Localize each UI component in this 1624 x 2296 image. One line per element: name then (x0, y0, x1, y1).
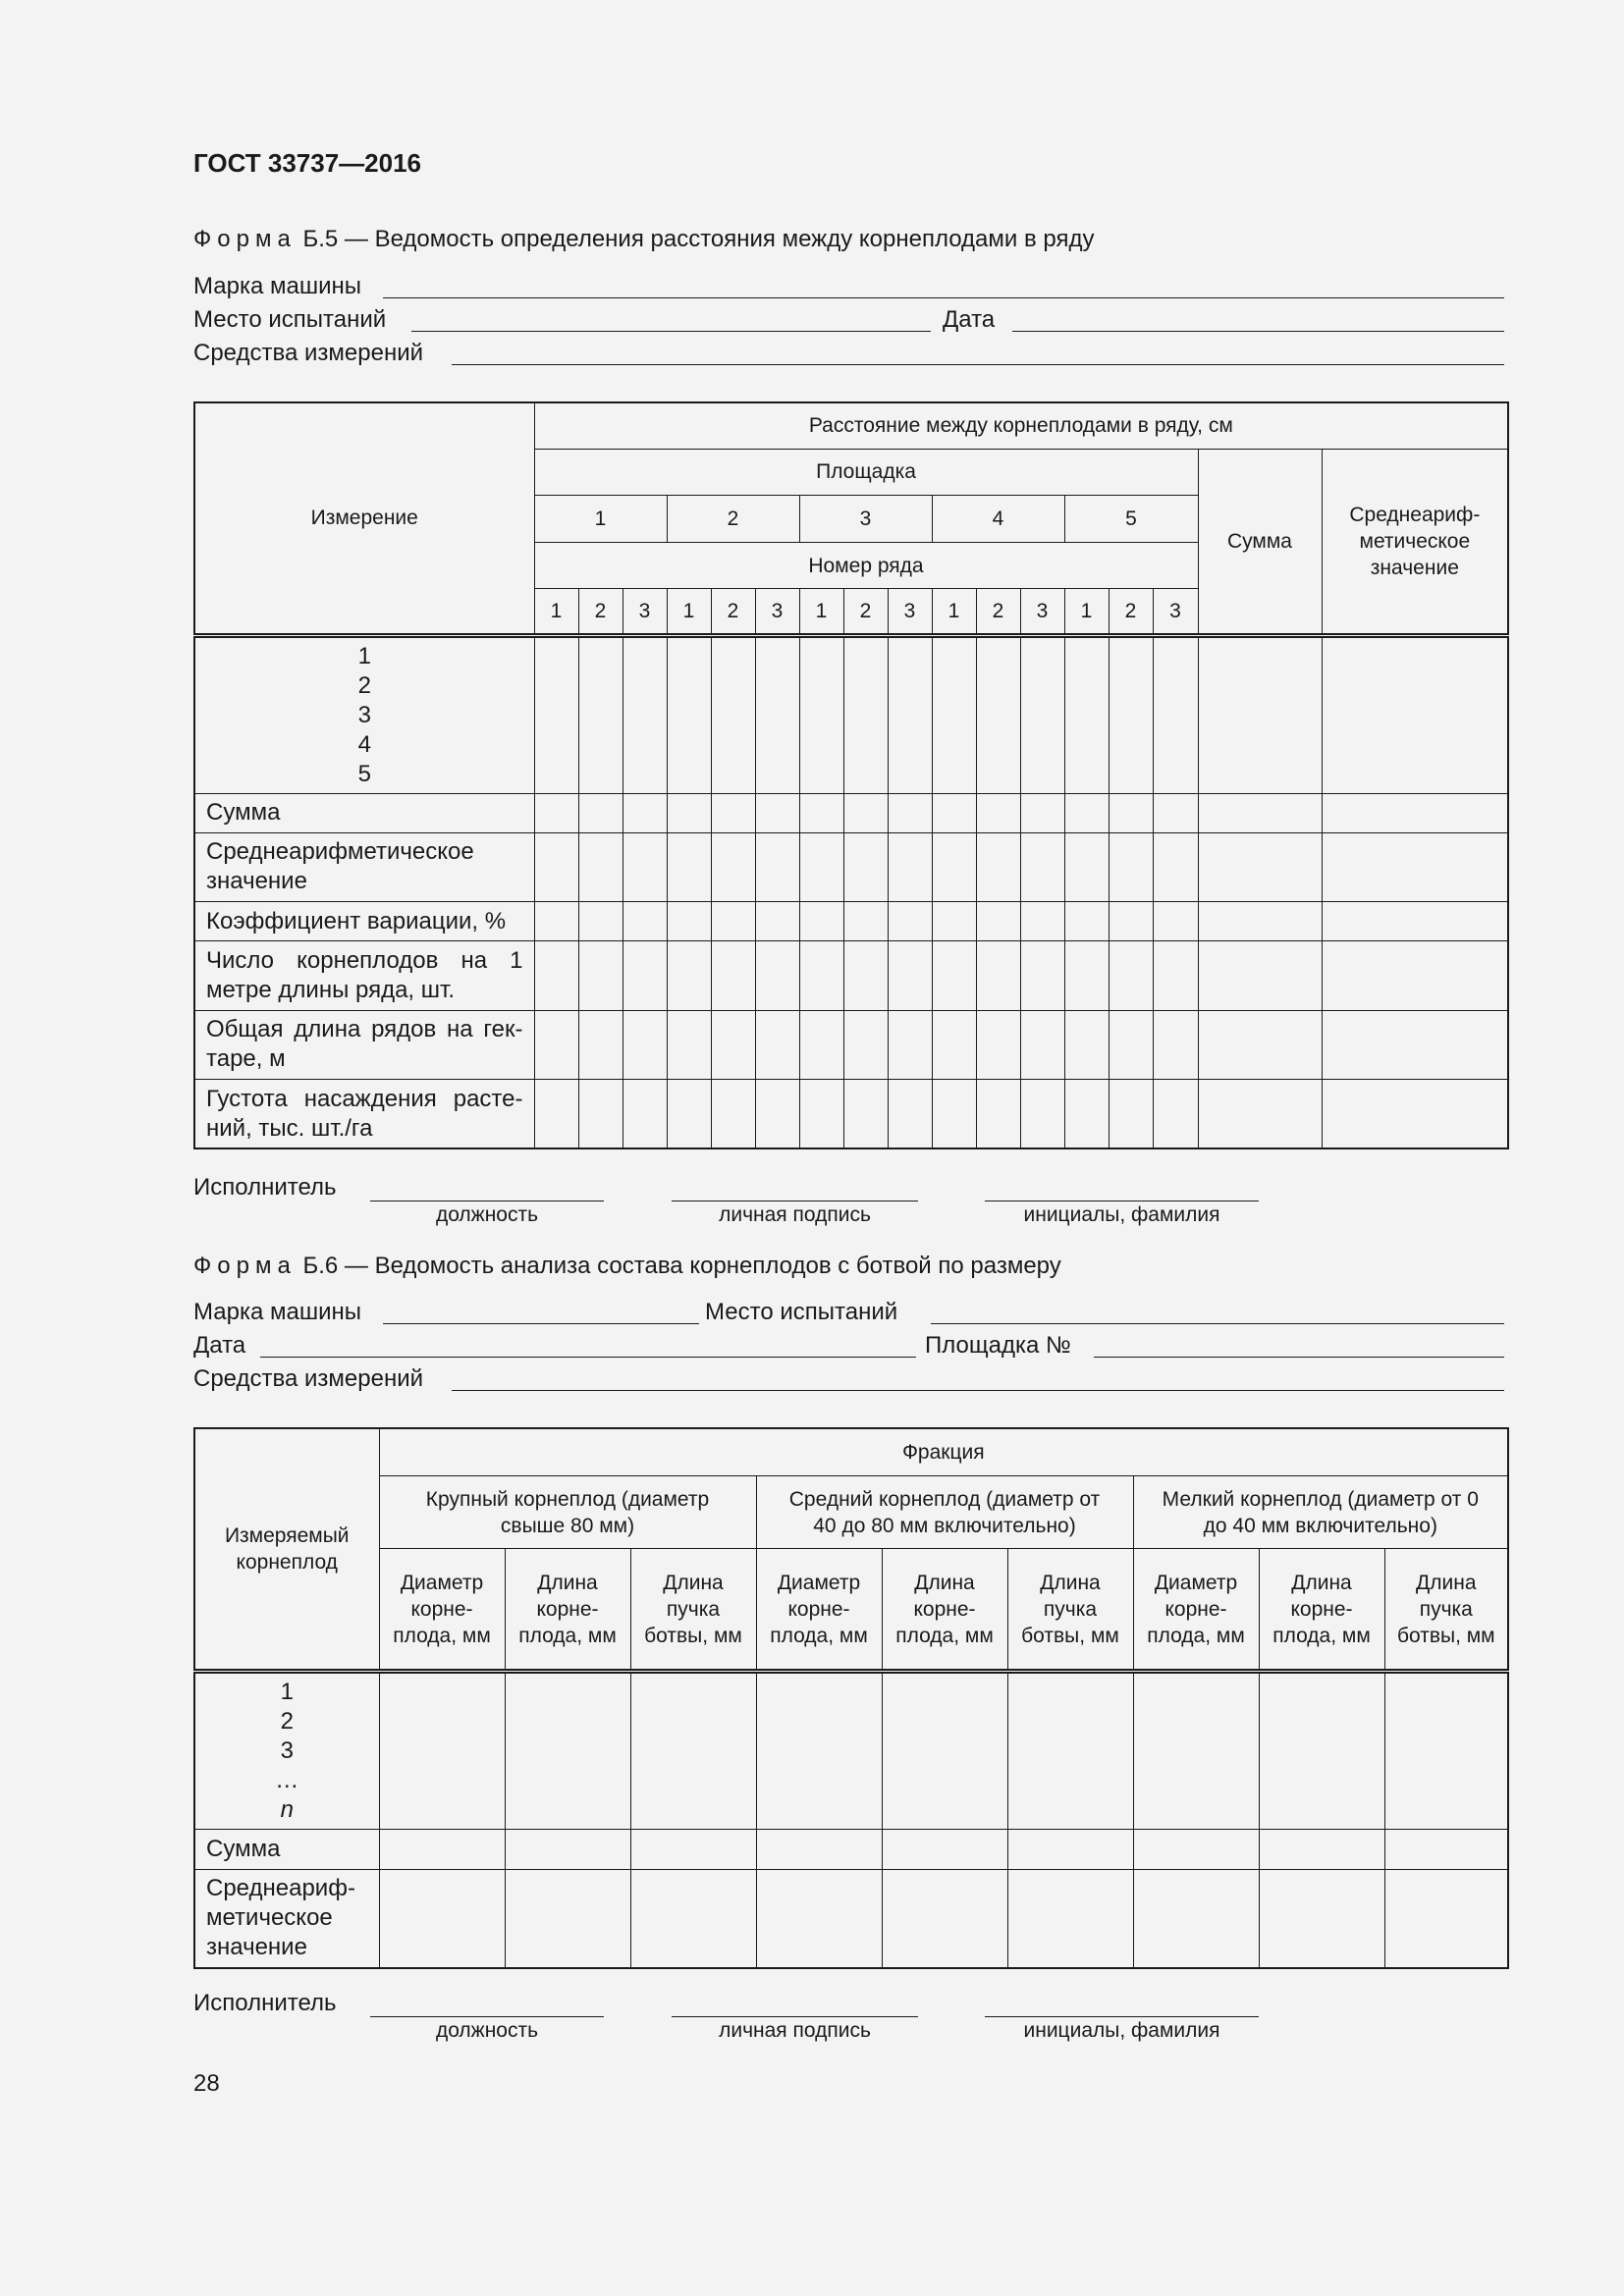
form-b5-title-text: Б.5 — Ведомость определения расстояния между корнеплодами в ряду (302, 226, 1095, 252)
data-cell[interactable] (755, 635, 799, 793)
form-b6-tools-label: Средства измерений (193, 1365, 424, 1392)
document-code: ГОСТ 33737—2016 (193, 148, 421, 178)
data-cell[interactable] (505, 1830, 630, 1869)
data-cell[interactable] (578, 1010, 623, 1079)
form-b5-place-field[interactable] (411, 331, 931, 332)
data-cell[interactable] (1198, 832, 1322, 901)
item-numbers (194, 1672, 379, 1830)
data-cell[interactable] (1020, 793, 1064, 832)
data-cell[interactable] (1259, 1869, 1384, 1968)
col-header-sum: Сумма (1198, 449, 1322, 635)
data-cell[interactable] (711, 902, 755, 941)
data-cell[interactable] (1064, 635, 1109, 793)
col-header-mean: Среднеариф-метическое значение (1322, 449, 1508, 635)
form-b6-position-line[interactable] (370, 2016, 604, 2017)
data-cell[interactable] (1322, 902, 1508, 941)
form-b6-machine-field[interactable] (383, 1323, 699, 1324)
data-cell[interactable] (534, 1080, 578, 1148)
data-cell[interactable] (843, 902, 888, 941)
data-cell[interactable] (888, 832, 932, 901)
form-b6-tools-field[interactable] (452, 1390, 1504, 1391)
col-header-measured: Измеряемый корнеплод (194, 1428, 379, 1672)
form-b6-site-label: Площадка № (925, 1332, 1071, 1359)
row-number: 2 (843, 589, 888, 635)
form-b6-machine-label: Марка машины (193, 1299, 362, 1325)
data-cell[interactable] (1020, 1080, 1064, 1148)
data-cell[interactable] (578, 832, 623, 901)
subcol-diameter: Диаметр корне-плода, мм (379, 1549, 505, 1672)
form-b5-position-caption: должность (435, 1203, 539, 1226)
row-label-mean: Среднеарифметическое значение (194, 832, 534, 901)
form-b6-table (193, 1427, 1509, 1969)
form-b6-title-text: Б.6 — Ведомость анализа состава корнеплодов с ботвой по размеру (302, 1253, 1061, 1279)
data-cell[interactable] (711, 832, 755, 901)
data-cell[interactable] (1133, 1830, 1259, 1869)
data-cell[interactable] (843, 793, 888, 832)
data-cell[interactable] (976, 902, 1020, 941)
data-cell[interactable] (667, 941, 711, 1010)
data-cell[interactable] (1007, 1672, 1133, 1830)
data-cell[interactable] (932, 635, 976, 793)
data-cell[interactable] (799, 1010, 843, 1079)
item-number: 2 (280, 1708, 294, 1735)
data-cell[interactable] (1153, 793, 1198, 832)
data-cell[interactable] (578, 902, 623, 941)
site-number: 4 (932, 495, 1064, 542)
form-b6-date-field[interactable] (260, 1357, 916, 1358)
data-cell[interactable] (1153, 902, 1198, 941)
row-number: 1 (932, 589, 976, 635)
data-cell[interactable] (379, 1830, 505, 1869)
row-number: 1 (799, 589, 843, 635)
form-b5-place-label: Место испытаний (193, 306, 387, 333)
row-number: 1 (534, 589, 578, 635)
form-b6-date-label: Дата (193, 1332, 246, 1359)
data-cell[interactable] (1020, 635, 1064, 793)
data-cell[interactable] (1020, 832, 1064, 901)
data-cell[interactable] (888, 902, 932, 941)
data-cell[interactable] (1109, 902, 1153, 941)
data-cell[interactable] (976, 793, 1020, 832)
data-cell[interactable] (756, 1672, 882, 1830)
data-cell[interactable] (623, 941, 667, 1010)
form-b6-word: Форма (193, 1253, 297, 1279)
data-cell[interactable] (1109, 941, 1153, 1010)
subcol-root-length: Длина корне-плода, мм (1259, 1549, 1384, 1672)
data-cell[interactable] (888, 1010, 932, 1079)
form-b6-position-caption: должность (435, 2019, 539, 2042)
row-number: 3 (888, 589, 932, 635)
subcol-root-length: Длина корне-плода, мм (505, 1549, 630, 1672)
data-cell[interactable] (932, 793, 976, 832)
form-b5-name-caption: инициалы, фамилия (1023, 1203, 1220, 1226)
site-number: 2 (667, 495, 799, 542)
data-cell[interactable] (1198, 1080, 1322, 1148)
data-cell[interactable] (755, 793, 799, 832)
data-cell[interactable] (1259, 1672, 1384, 1830)
form-b6-signature-caption: личная подпись (719, 2019, 871, 2042)
subcol-top-length: Длина пучка ботвы, мм (1007, 1549, 1133, 1672)
data-cell[interactable] (1153, 832, 1198, 901)
form-b5-date-label: Дата (943, 306, 996, 333)
data-cell[interactable] (379, 1869, 505, 1968)
data-cell[interactable] (976, 1080, 1020, 1148)
data-cell[interactable] (534, 941, 578, 1010)
form-b5-title (193, 226, 1094, 253)
data-cell[interactable] (1322, 832, 1508, 901)
data-cell[interactable] (799, 635, 843, 793)
data-cell[interactable] (932, 941, 976, 1010)
site-number: 3 (799, 495, 932, 542)
data-cell[interactable] (1322, 1010, 1508, 1079)
data-cell[interactable] (505, 1672, 630, 1830)
data-cell[interactable] (755, 902, 799, 941)
item-number: 1 (280, 1679, 294, 1706)
data-cell[interactable] (1384, 1830, 1508, 1869)
data-cell[interactable] (1133, 1672, 1259, 1830)
row-number: 1 (667, 589, 711, 635)
data-cell[interactable] (1198, 1010, 1322, 1079)
fraction-large: Крупный корнеплод (диаметр свыше 80 мм) (379, 1475, 756, 1549)
form-b5-executor-label: Исполнитель (193, 1174, 337, 1201)
data-cell[interactable] (505, 1869, 630, 1968)
data-cell[interactable] (667, 793, 711, 832)
row-number: 1 (1064, 589, 1109, 635)
row-number: 2 (711, 589, 755, 635)
measurement-number: 5 (357, 760, 371, 787)
data-cell[interactable] (623, 1080, 667, 1148)
data-cell[interactable] (799, 941, 843, 1010)
subcol-root-length: Длина корне-плода, мм (882, 1549, 1007, 1672)
data-cell[interactable] (1109, 1010, 1153, 1079)
form-b5-signature-caption: личная подпись (719, 1203, 871, 1226)
data-cell[interactable] (578, 793, 623, 832)
row-label-sum: Сумма (194, 1830, 379, 1869)
data-cell[interactable] (1007, 1830, 1133, 1869)
measurement-number: 4 (357, 730, 371, 758)
form-b6-place-label: Место испытаний (705, 1299, 898, 1325)
data-cell[interactable] (1109, 1080, 1153, 1148)
data-cell[interactable] (534, 902, 578, 941)
form-b5-date-field[interactable] (1012, 331, 1504, 332)
data-cell[interactable] (756, 1830, 882, 1869)
form-b6-executor-label: Исполнитель (193, 1990, 337, 2016)
data-cell[interactable] (1064, 941, 1109, 1010)
data-cell[interactable] (1020, 902, 1064, 941)
item-number: … (275, 1767, 299, 1794)
data-cell[interactable] (1153, 941, 1198, 1010)
data-cell[interactable] (623, 902, 667, 941)
form-b5-table (193, 401, 1509, 1149)
data-cell[interactable] (1153, 1010, 1198, 1079)
data-cell[interactable] (843, 1080, 888, 1148)
form-b6-signature-line[interactable] (672, 2016, 918, 2017)
measurement-number: 3 (357, 701, 371, 728)
form-b5-tools-field[interactable] (452, 364, 1504, 365)
data-cell[interactable] (799, 793, 843, 832)
data-cell[interactable] (1020, 1010, 1064, 1079)
data-cell[interactable] (932, 1010, 976, 1079)
data-cell[interactable] (711, 1080, 755, 1148)
subcol-top-length: Длина пучка ботвы, мм (630, 1549, 756, 1672)
data-cell[interactable] (755, 1080, 799, 1148)
row-label-total-length: Общая длина рядов на гек-таре, м (194, 1010, 534, 1079)
measurement-number: 1 (357, 642, 371, 669)
data-cell[interactable] (711, 635, 755, 793)
data-cell[interactable] (623, 1010, 667, 1079)
data-cell[interactable] (667, 902, 711, 941)
data-cell[interactable] (1064, 832, 1109, 901)
data-cell[interactable] (1198, 941, 1322, 1010)
row-number: 2 (976, 589, 1020, 635)
data-cell[interactable] (843, 635, 888, 793)
data-cell[interactable] (578, 635, 623, 793)
data-cell[interactable] (932, 1080, 976, 1148)
data-cell[interactable] (1109, 635, 1153, 793)
data-cell[interactable] (623, 832, 667, 901)
data-cell[interactable] (1322, 793, 1508, 832)
site-number: 1 (534, 495, 667, 542)
data-cell[interactable] (882, 1672, 1007, 1830)
data-cell[interactable] (534, 793, 578, 832)
data-cell[interactable] (1007, 1869, 1133, 1968)
row-label-mean: Среднеариф-метическое значение (194, 1869, 379, 1968)
data-cell[interactable] (1020, 941, 1064, 1010)
data-cell[interactable] (711, 793, 755, 832)
data-cell[interactable] (623, 793, 667, 832)
form-b6-title (193, 1253, 1061, 1280)
row-number: 2 (578, 589, 623, 635)
data-cell[interactable] (799, 832, 843, 901)
data-cell[interactable] (379, 1672, 505, 1830)
data-cell[interactable] (888, 1080, 932, 1148)
row-number: 3 (623, 589, 667, 635)
data-cell[interactable] (667, 635, 711, 793)
fraction-medium: Средний корнеплод (диаметр от 40 до 80 мм включительно) (756, 1475, 1133, 1549)
form-b6-name-caption: инициалы, фамилия (1023, 2019, 1220, 2042)
data-cell[interactable] (630, 1869, 756, 1968)
data-cell[interactable] (534, 832, 578, 901)
col-header-measure: Измерение (194, 402, 534, 635)
data-cell[interactable] (1153, 635, 1198, 793)
form-b6-name-line[interactable] (985, 2016, 1259, 2017)
data-cell[interactable] (534, 1010, 578, 1079)
row-label-variation: Коэффициент вариации, % (194, 902, 534, 941)
data-cell[interactable] (534, 635, 578, 793)
data-cell[interactable] (1322, 635, 1508, 793)
data-cell[interactable] (1322, 941, 1508, 1010)
data-cell[interactable] (932, 902, 976, 941)
data-cell[interactable] (578, 941, 623, 1010)
page-number: 28 (193, 2070, 220, 2097)
measurement-numbers (194, 635, 534, 793)
data-cell[interactable] (1198, 635, 1322, 793)
data-cell[interactable] (888, 793, 932, 832)
data-cell[interactable] (667, 1010, 711, 1079)
data-cell[interactable] (976, 635, 1020, 793)
data-cell[interactable] (1322, 1080, 1508, 1148)
data-cell[interactable] (932, 832, 976, 901)
form-b6-place-field[interactable] (931, 1323, 1504, 1324)
data-cell[interactable] (1109, 793, 1153, 832)
data-cell[interactable] (667, 1080, 711, 1148)
col-header-site: Площадка (534, 449, 1198, 495)
data-cell[interactable] (1153, 1080, 1198, 1148)
data-cell[interactable] (623, 635, 667, 793)
data-cell[interactable] (1384, 1869, 1508, 1968)
row-number: 2 (1109, 589, 1153, 635)
item-number: 3 (280, 1737, 294, 1765)
form-b5-machine-field[interactable] (383, 297, 1504, 298)
data-cell[interactable] (888, 941, 932, 1010)
data-cell[interactable] (630, 1672, 756, 1830)
row-label-density: Густота насаждения расте-ний, тыс. шт./га (194, 1080, 534, 1148)
data-cell[interactable] (976, 941, 1020, 1010)
data-cell[interactable] (882, 1869, 1007, 1968)
row-label-sum: Сумма (194, 793, 534, 832)
subcol-diameter: Диаметр корне-плода, мм (756, 1549, 882, 1672)
data-cell[interactable] (1198, 902, 1322, 941)
data-cell[interactable] (667, 832, 711, 901)
data-cell[interactable] (882, 1830, 1007, 1869)
row-number: 3 (1153, 589, 1198, 635)
data-cell[interactable] (1133, 1869, 1259, 1968)
col-header-fraction: Фракция (379, 1428, 1508, 1475)
item-number: n (280, 1796, 294, 1824)
data-cell[interactable] (888, 635, 932, 793)
row-number: 3 (755, 589, 799, 635)
subcol-top-length: Длина пучка ботвы, мм (1384, 1549, 1508, 1672)
data-cell[interactable] (756, 1869, 882, 1968)
data-cell[interactable] (976, 1010, 1020, 1079)
data-cell[interactable] (1064, 793, 1109, 832)
data-cell[interactable] (799, 1080, 843, 1148)
data-cell[interactable] (843, 832, 888, 901)
site-number: 5 (1064, 495, 1198, 542)
fraction-small: Мелкий корнеплод (диаметр от 0 до 40 мм включительно) (1133, 1475, 1508, 1549)
form-b6-site-field[interactable] (1094, 1357, 1504, 1358)
col-header-distance: Расстояние между корнеплодами в ряду, см (534, 402, 1508, 449)
data-cell[interactable] (1198, 793, 1322, 832)
data-cell[interactable] (1259, 1830, 1384, 1869)
data-cell[interactable] (755, 941, 799, 1010)
subcol-diameter: Диаметр корне-плода, мм (1133, 1549, 1259, 1672)
data-cell[interactable] (799, 902, 843, 941)
form-b5-word: Форма (193, 226, 297, 252)
form-b5-machine-label: Марка машины (193, 273, 362, 299)
data-cell[interactable] (711, 941, 755, 1010)
data-cell[interactable] (755, 1010, 799, 1079)
data-cell[interactable] (578, 1080, 623, 1148)
data-cell[interactable] (1384, 1672, 1508, 1830)
measurement-number: 2 (357, 671, 371, 699)
data-cell[interactable] (1064, 1010, 1109, 1079)
data-cell[interactable] (630, 1830, 756, 1869)
data-cell[interactable] (711, 1010, 755, 1079)
data-cell[interactable] (755, 832, 799, 901)
data-cell[interactable] (843, 1010, 888, 1079)
data-cell[interactable] (976, 832, 1020, 901)
row-number: 3 (1020, 589, 1064, 635)
data-cell[interactable] (1064, 1080, 1109, 1148)
form-b5-tools-label: Средства измерений (193, 340, 424, 366)
col-header-row-number: Номер ряда (534, 543, 1198, 589)
data-cell[interactable] (1064, 902, 1109, 941)
data-cell[interactable] (1109, 832, 1153, 901)
data-cell[interactable] (843, 941, 888, 1010)
row-label-count-per-meter: Число корнеплодов на 1 метре длины ряда, шт. (194, 941, 534, 1010)
